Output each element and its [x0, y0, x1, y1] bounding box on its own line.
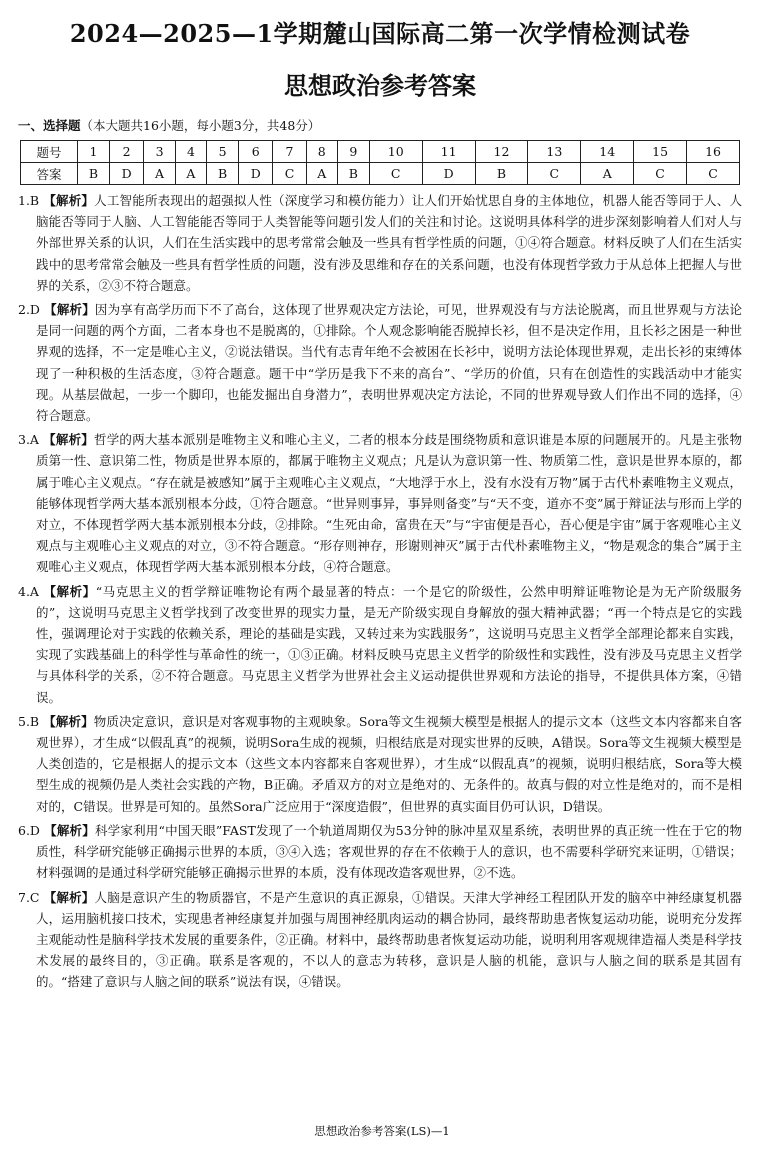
question-number-cell: 1 [78, 141, 110, 163]
section-heading [18, 116, 742, 136]
answer-table-number-row [21, 141, 740, 163]
answer-cell: A [581, 163, 634, 185]
analysis-tag: 【解析】 [43, 889, 95, 905]
answer-cell: B [337, 163, 369, 185]
question-number-cell: 3 [144, 141, 175, 163]
question-number-cell: 7 [273, 141, 306, 163]
question-number-cell: 9 [337, 141, 369, 163]
question-number-cell: 12 [475, 141, 528, 163]
answer-cell: A [144, 163, 175, 185]
answer-cell: D [238, 163, 273, 185]
analysis-text: 人工智能所表现出的超强拟人性（深度学习和模仿能力）让人们开始忧思自身的主体地位，机器人能否等同于人、人脑能否等同于人脑、人工智能能否等同于人类智能等问题引发人们的关注和讨论。这说明具体科学的进步深刻影响着人们对人与外部世界关系的认识，人们在生活实践中的思考常常会触及一些具有哲学性质的问题，①④符合题意。材料反映了人们在生活实践中的思考常常会触及一些具有哲学性质的问题，没有涉及思维和存在的关系问题，也没有体现哲学致力于从总体上把握人与世界的关系，②③不符合题意。 [36, 193, 742, 293]
question-number-cell: 4 [175, 141, 206, 163]
section-label: 一、选择题 [18, 118, 81, 133]
answer-cell: D [422, 163, 475, 185]
explanation-item [18, 581, 742, 708]
question-number-cell: 2 [109, 141, 144, 163]
page-footer: 思想政治参考答案(LS)—1 [314, 1124, 450, 1138]
analysis-tag: 【解析】 [44, 302, 95, 318]
analysis-text: 物质决定意识，意识是对客观事物的主观映象。Sora等文生视频大模型是根据人的提示文本（这些文本内容都来自客观世界），才生成“以假乱真”的视频，说明Sora生成的视频，归根结底是对现实世界的反映，A错误。Sora等文生视频大模型是人类创造的，它是根据人的提示文本（这些文本内容都来自客观世界），才生成“以假乱真”的视频，说明归根结底，Sora等大模型生成的视频仍是人类社会实践的产物，B正确。矛盾双方的对立是绝对的、无条件的。故真与假的对立性是绝对的，而不是相对的，C错误。世界是可知的。虽然Sora广泛应用于“深度造假”，但世界的真实面目仍可认识，D错误。 [36, 713, 742, 814]
question-number-cell: 6 [238, 141, 273, 163]
question-answer-lead: 1.B [18, 193, 40, 208]
analysis-text: 人脑是意识产生的物质器官，不是产生意识的真正源泉，①错误。天津大学神经工程团队开发的脑卒中神经康复机器人，运用脑机接口技术，实现患者神经康复并加强与周围神经肌肉运动的耦合协同，最终帮助患者恢复运动功能，说明充分发挥主观能动性是脑科学技术发展的重要条件，②正确。材料中，最终帮助患者恢复运动功能，说明利用客观规律造福人类是科学技术发展的最终目的，③正确。联系是客观的，不以人的意志为转移，意识是人脑的机能，意识与人脑之间的联系是其固有的。“搭建了意识与人脑之间的联系”说法有误，④错误。 [36, 889, 742, 990]
explanation-item [18, 820, 742, 884]
answer-cell: C [687, 163, 740, 185]
question-answer-lead: 5.B [18, 713, 40, 729]
page-subtitle: 思想政治参考答案 [284, 71, 476, 100]
question-number-cell: 5 [207, 141, 239, 163]
exam-title: 2024—2025—1学期麓山国际高二第一次学情检测试卷 [69, 19, 691, 48]
question-number-cell: 10 [369, 141, 422, 163]
question-answer-lead: 7.C [18, 889, 40, 905]
analysis-text: 因为享有高学历而下不了高台，这体现了世界观决定方法论，可见，世界观没有与方法论脱离，而且世界观与方法论是同一问题的两个方面，二者本身也不是脱离的，①排除。个人观念影响能否脱掉长衫，但不是决定作用，且长衫之困是一种世界观的选择，不一定是唯心主义，②说法错误。当代有志青年绝不会被困在长衫中，说明方法论体现世界观，走出长衫的束缚体现了一种积极的生活态度，③符合题意。题干中“学历是我下不来的高台”、“学历的价值，只有在创造性的实践活动中才能实现。从基层做起，一步一个脚印，也能发掘出自身潜力”，表明世界观决定方法论，不同的世界观导致人们作出不同的选择，④符合题意。 [36, 302, 742, 424]
explanation-item [18, 299, 742, 426]
question-number-cell: 16 [687, 141, 740, 163]
explanation-item [18, 887, 742, 993]
answer-cell: C [273, 163, 306, 185]
row-header-answer: 答案 [21, 163, 78, 185]
explanation-item [18, 429, 742, 577]
question-number-cell: 8 [306, 141, 337, 163]
answer-cell: C [634, 163, 687, 185]
explanation-item [18, 711, 742, 817]
answer-cell: C [528, 163, 581, 185]
question-number-cell: 15 [634, 141, 687, 163]
analysis-text: 哲学的两大基本派别是唯物主义和唯心主义，二者的根本分歧是围绕物质和意识谁是本原的问题展开的。凡是主张物质第一性、意识第二性，物质是世界本原的，都属于唯物主义观点；凡是认为意识第一性、物质第二性，意识是世界本原的，都属于唯心主义观点。“存在就是被感知”属于主观唯心主义观点，“大地浮于水上，没有水没有万物”属于古代朴素唯物主义观点，能够体现哲学两大基本派别根本分歧，①符合题意。“世异则事异，事异则备变”与“天不变，道亦不变”属于辩证法与形而上学的对立，不体现哲学两大基本派别根本分歧，②排除。“生死由命，富贵在天”与“宇宙便是吾心，吾心便是宇宙”属于客观唯心主义观点与主观唯心主义观点的对立，③不符合题意。“形存则神存，形谢则神灭”属于古代朴素唯物主义，“物是观念的集合”属于主观唯心主义观点，体现哲学两大基本派别根本分歧，④符合题意。 [36, 432, 742, 575]
analysis-tag: 【解析】 [43, 193, 95, 208]
question-answer-lead: 3.A [18, 432, 39, 448]
analysis-text: 科学家利用“中国天眼”FAST发现了一个轨道周期仅为53分钟的脉冲星双星系统，表明世界的真正统一性在于它的物质性，科学研究能够正确揭示世界的本质，③④入选；客观世界的存在不依赖于人的意识，也不需要科学研究来证明，①错误；材料强调的是通过科学研究能够正确揭示世界的本质，没有体现改造客观世界，②不选。 [36, 822, 742, 881]
row-header-number: 题号 [21, 141, 78, 163]
answer-cell: C [369, 163, 422, 185]
explanation-item [18, 190, 742, 296]
question-answer-lead: 6.D [18, 822, 40, 838]
analysis-tag: 【解析】 [43, 583, 96, 599]
question-number-cell: 14 [581, 141, 634, 163]
question-answer-lead: 4.A [18, 583, 39, 599]
answer-cell: B [78, 163, 110, 185]
analysis-text: “马克思主义的哲学辩证唯物论有两个最显著的特点：一个是它的阶级性，公然申明辩证唯物论是为无产阶级服务的”，这说明马克思主义哲学找到了改变世界的现实力量，是无产阶级实现自身解放的强大精神武器；“再一个特点是它的实践性，强调理论对于实践的依赖关系，理论的基础是实践，又转过来为实践服务”，这说明马克思主义哲学全部理论都来自实践，实现了实践基础上的科学性与革命性的统一，①③正确。材料反映马克思主义哲学的阶级性和实践性，没有涉及马克思主义哲学与具体科学的关系，②不符合题意。马克思主义哲学为世界社会主义运动提供世界观和方法论的指导，不提供具体方案，④错误。 [36, 583, 742, 705]
analysis-tag: 【解析】 [43, 713, 94, 729]
answer-table-answer-row [21, 163, 740, 185]
section-note: （本大题共16小题，每小题3分，共48分） [80, 118, 321, 133]
question-number-cell: 11 [422, 141, 475, 163]
question-answer-lead: 2.D [18, 302, 40, 318]
answer-cell: A [175, 163, 206, 185]
answer-cell: B [475, 163, 528, 185]
answer-cell: B [207, 163, 239, 185]
analysis-tag: 【解析】 [44, 822, 95, 838]
question-number-cell: 13 [528, 141, 581, 163]
analysis-tag: 【解析】 [43, 432, 94, 448]
explanation-list [18, 190, 742, 993]
answer-cell: D [109, 163, 144, 185]
answer-table [20, 140, 740, 185]
answer-cell: A [306, 163, 337, 185]
